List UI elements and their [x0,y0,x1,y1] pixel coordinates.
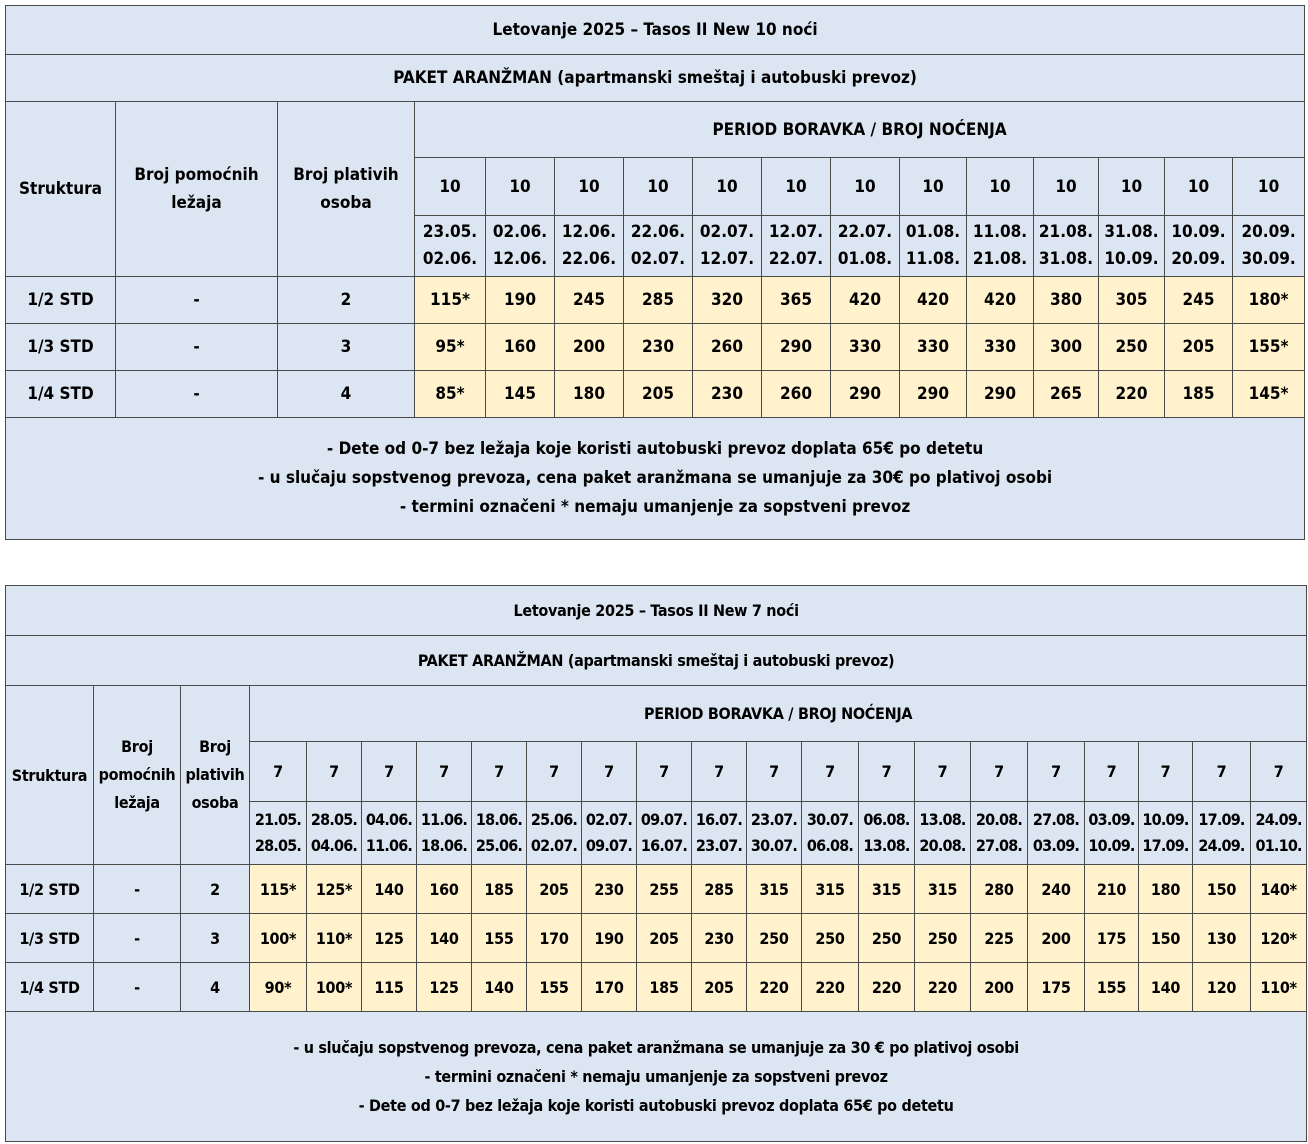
period-to: 04.06. [310,836,358,855]
nights-cell: 7 [250,742,307,802]
period-cell [417,802,472,865]
period-to: 10.09. [1104,249,1159,269]
price-cell: 140 [472,963,527,1012]
price-cell: 220 [747,963,802,1012]
price-cell: 125* [307,865,362,914]
period-cell [1165,216,1233,277]
price-cell: 205 [624,371,693,418]
nights-cell: 10 [555,158,624,216]
nights-cell: 7 [417,742,472,802]
nights-cell: 7 [971,742,1028,802]
price-cell: 290 [900,371,967,418]
price-cell: 185 [472,865,527,914]
period-from: 23.05. [422,222,478,242]
nights-cell: 10 [693,158,762,216]
period-cell [859,802,915,865]
period-to: 09.07. [585,836,633,855]
price-cell: 285 [692,865,747,914]
note-item: - Dete od 0-7 bez ležaja koje koristi autobuski prevoz doplata 65€ po detetu [358,1096,954,1115]
price-cell: 260 [762,371,831,418]
period-from: 31.08. [1104,222,1159,242]
price-cell: 145 [486,371,555,418]
period-cell [831,216,900,277]
nights-cell: 7 [582,742,637,802]
price-cell: 330 [900,324,967,371]
price-cell: 280 [971,865,1028,914]
note-item: - u slučaju sopstvenog prevoza, cena paket aranžmana se umanjuje za 30 € po plativoj osobi [293,1038,1019,1057]
nights-cell: 7 [472,742,527,802]
period-to: 02.06. [422,249,478,269]
notes [6,1012,1307,1142]
structure-cell: 1/3 STD [6,324,116,371]
table-row [6,914,1307,963]
header-period: PERIOD BORAVKA / BROJ NOĆENJA [250,686,1307,742]
paying-persons-cell: 4 [278,371,415,418]
structure-cell: 1/2 STD [6,277,116,324]
period-from: 11.08. [972,222,1028,242]
period-cell [971,802,1028,865]
table-title: Letovanje 2025 – Tasos II New 7 noći [6,586,1307,636]
period-to: 02.07. [630,249,686,269]
table-subtitle: PAKET ARANŽMAN (apartmanski smeštaj i autobuski prevoz) [6,636,1307,686]
price-cell: 230 [582,865,637,914]
price-cell: 200 [555,324,624,371]
nights-cell: 7 [859,742,915,802]
price-cell: 160 [417,865,472,914]
table-title: Letovanje 2025 – Tasos II New 10 noći [6,6,1305,55]
note-item: - termini označeni * nemaju umanjenje za sopstveni prevoz [399,497,911,517]
table-subtitle: PAKET ARANŽMAN (apartmanski smeštaj i autobuski prevoz) [6,55,1305,102]
nights-cell: 10 [1034,158,1099,216]
period-from: 21.08. [1038,222,1094,242]
price-cell: 180* [1233,277,1305,324]
nights-cell: 7 [915,742,971,802]
nights-cell: 10 [1099,158,1165,216]
period-cell [1099,216,1165,277]
price-cell: 240 [1028,865,1085,914]
price-cell: 145* [1233,371,1305,418]
price-cell: 305 [1099,277,1165,324]
period-cell [900,216,967,277]
period-cell [1233,216,1305,277]
nights-cell: 10 [1233,158,1305,216]
period-from: 12.07. [768,222,824,242]
price-cell: 315 [915,865,971,914]
price-cell: 220 [859,963,915,1012]
price-cell: 115 [362,963,417,1012]
price-cell: 205 [1165,324,1233,371]
price-cell: 155 [472,914,527,963]
period-to: 01.08. [837,249,893,269]
price-cell: 220 [1099,371,1165,418]
period-cell [307,802,362,865]
period-to: 02.07. [530,836,578,855]
price-cell: 95* [415,324,486,371]
period-from: 30.07. [806,810,854,829]
price-cell: 140* [1251,865,1307,914]
period-cell [250,802,307,865]
price-cell: 230 [624,324,693,371]
price-cell: 250 [915,914,971,963]
price-cell: 190 [582,914,637,963]
price-cell: 320 [693,277,762,324]
period-from: 25.06. [530,810,578,829]
period-to: 27.08. [975,836,1023,855]
period-cell [362,802,417,865]
table-row [6,371,1305,418]
price-table-7-nights [5,585,1307,1142]
period-to: 12.06. [492,249,548,269]
period-to: 30.09. [1241,249,1296,269]
paying-persons-cell: 2 [278,277,415,324]
table-row [6,963,1307,1012]
period-from: 20.09. [1241,222,1296,242]
nights-cell: 10 [831,158,900,216]
price-cell: 200 [971,963,1028,1012]
period-to: 18.06. [420,836,468,855]
paying-persons-cell: 4 [181,963,250,1012]
period-from: 11.06. [420,810,468,829]
header-paying-persons: Broj plativih osoba [278,102,415,277]
price-cell: 190 [486,277,555,324]
period-cell [555,216,624,277]
period-cell [486,216,555,277]
nights-cell: 7 [802,742,859,802]
extra-beds-cell: - [116,371,278,418]
price-cell: 290 [762,324,831,371]
period-cell [527,802,582,865]
price-cell: 230 [693,371,762,418]
price-cell: 100* [307,963,362,1012]
price-cell: 245 [555,277,624,324]
note-item: - Dete od 0-7 bez ležaja koje koristi autobuski prevoz doplata 65€ po detetu [326,439,984,459]
period-to: 20.09. [1171,249,1226,269]
price-cell: 140 [362,865,417,914]
nights-cell: 10 [762,158,831,216]
price-table-10-nights [5,5,1305,540]
header-extra-beds: Broj pomoćnih ležaja [94,686,181,865]
price-cell: 115* [415,277,486,324]
price-cell: 315 [802,865,859,914]
period-from: 28.05. [310,810,358,829]
period-cell [1085,802,1139,865]
price-cell: 250 [1099,324,1165,371]
period-cell [693,216,762,277]
price-cell: 170 [527,914,582,963]
price-cell: 315 [859,865,915,914]
period-cell [1139,802,1193,865]
period-from: 02.07. [585,810,633,829]
period-cell [582,802,637,865]
structure-cell: 1/4 STD [6,963,94,1012]
period-from: 12.06. [561,222,617,242]
period-cell [747,802,802,865]
price-cell: 155* [1233,324,1305,371]
notes [6,418,1305,540]
price-cell: 125 [417,963,472,1012]
period-from: 13.08. [919,810,966,829]
period-from: 16.07. [695,810,743,829]
structure-cell: 1/2 STD [6,865,94,914]
nights-cell: 10 [900,158,967,216]
extra-beds-cell: - [94,914,181,963]
period-from: 23.07. [750,810,798,829]
period-from: 06.08. [863,810,910,829]
price-cell: 140 [1139,963,1193,1012]
price-cell: 100* [250,914,307,963]
price-cell: 170 [582,963,637,1012]
price-cell: 330 [967,324,1034,371]
period-to: 25.06. [475,836,523,855]
price-cell: 205 [637,914,692,963]
period-from: 21.05. [254,810,302,829]
price-cell: 175 [1085,914,1139,963]
price-cell: 115* [250,865,307,914]
note-item: - u slučaju sopstvenog prevoza, cena paket aranžmana se umanjuje za 30€ po plativoj osobi [257,468,1053,488]
period-cell [967,216,1034,277]
price-cell: 160 [486,324,555,371]
period-from: 24.09. [1255,810,1302,829]
period-cell [762,216,831,277]
price-cell: 180 [1139,865,1193,914]
price-cell: 155 [527,963,582,1012]
period-to: 06.08. [806,836,854,855]
period-from: 03.09. [1088,810,1135,829]
period-from: 10.09. [1171,222,1226,242]
period-from: 22.06. [630,222,686,242]
price-cell: 250 [859,914,915,963]
header-extra-beds: Broj pomoćnih ležaja [116,102,278,277]
price-cell: 125 [362,914,417,963]
period-to: 17.09. [1142,836,1189,855]
header-period: PERIOD BORAVKA / BROJ NOĆENJA [415,102,1305,158]
nights-cell: 7 [1085,742,1139,802]
table-row [6,277,1305,324]
nights-cell: 7 [692,742,747,802]
period-to: 01.10. [1255,836,1302,855]
nights-cell: 7 [1139,742,1193,802]
period-from: 01.08. [905,222,961,242]
price-cell: 130 [1193,914,1251,963]
price-cell: 185 [1165,371,1233,418]
period-cell [472,802,527,865]
price-cell: 330 [831,324,900,371]
price-cell: 120 [1193,963,1251,1012]
price-cell: 420 [967,277,1034,324]
period-cell [692,802,747,865]
period-from: 27.08. [1032,810,1080,829]
price-cell: 225 [971,914,1028,963]
price-cell: 300 [1034,324,1099,371]
price-cell: 380 [1034,277,1099,324]
price-cell: 150 [1139,914,1193,963]
nights-cell: 10 [415,158,486,216]
period-cell [1034,216,1099,277]
nights-cell: 10 [1165,158,1233,216]
price-cell: 185 [637,963,692,1012]
period-from: 20.08. [975,810,1023,829]
nights-cell: 7 [527,742,582,802]
period-to: 11.08. [905,249,961,269]
extra-beds-cell: - [94,963,181,1012]
price-cell: 210 [1085,865,1139,914]
price-cell: 250 [802,914,859,963]
extra-beds-cell: - [94,865,181,914]
structure-cell: 1/3 STD [6,914,94,963]
nights-cell: 10 [624,158,693,216]
price-cell: 175 [1028,963,1085,1012]
period-cell [1028,802,1085,865]
extra-beds-cell: - [116,277,278,324]
price-cell: 420 [900,277,967,324]
nights-cell: 7 [1193,742,1251,802]
period-cell [415,216,486,277]
price-cell: 255 [637,865,692,914]
price-cell: 205 [527,865,582,914]
price-cell: 245 [1165,277,1233,324]
period-from: 22.07. [837,222,893,242]
header-structure: Struktura [6,102,116,277]
nights-cell: 7 [307,742,362,802]
extra-beds-cell: - [116,324,278,371]
price-cell: 120* [1251,914,1307,963]
header-paying-persons: Broj plativih osoba [181,686,250,865]
price-cell: 265 [1034,371,1099,418]
nights-cell: 10 [486,158,555,216]
period-from: 17.09. [1198,810,1245,829]
period-from: 04.06. [365,810,413,829]
period-from: 09.07. [640,810,688,829]
period-cell [915,802,971,865]
price-cell: 285 [624,277,693,324]
nights-cell: 7 [747,742,802,802]
table-row [6,865,1307,914]
paying-persons-cell: 3 [278,324,415,371]
period-to: 10.09. [1088,836,1135,855]
period-to: 30.07. [750,836,798,855]
price-cell: 155 [1085,963,1139,1012]
period-from: 18.06. [475,810,523,829]
price-cell: 180 [555,371,624,418]
period-to: 22.06. [561,249,617,269]
period-to: 12.07. [699,249,755,269]
period-to: 13.08. [863,836,910,855]
period-cell [637,802,692,865]
period-cell [1193,802,1251,865]
paying-persons-cell: 2 [181,865,250,914]
period-to: 31.08. [1038,249,1094,269]
price-cell: 260 [693,324,762,371]
price-cell: 220 [915,963,971,1012]
period-to: 20.08. [919,836,966,855]
price-cell: 85* [415,371,486,418]
price-cell: 90* [250,963,307,1012]
period-to: 22.07. [768,249,824,269]
price-cell: 365 [762,277,831,324]
price-cell: 110* [1251,963,1307,1012]
structure-cell: 1/4 STD [6,371,116,418]
price-cell: 250 [747,914,802,963]
price-cell: 205 [692,963,747,1012]
price-cell: 230 [692,914,747,963]
period-cell [802,802,859,865]
price-cell: 150 [1193,865,1251,914]
price-cell: 290 [831,371,900,418]
price-cell: 200 [1028,914,1085,963]
price-cell: 315 [747,865,802,914]
price-cell: 140 [417,914,472,963]
period-to: 24.09. [1198,836,1245,855]
period-cell [624,216,693,277]
price-cell: 220 [802,963,859,1012]
period-to: 28.05. [254,836,302,855]
nights-cell: 7 [362,742,417,802]
period-to: 03.09. [1032,836,1080,855]
nights-cell: 7 [637,742,692,802]
period-to: 23.07. [695,836,743,855]
period-to: 11.06. [365,836,413,855]
price-cell: 110* [307,914,362,963]
period-to: 21.08. [972,249,1028,269]
period-to: 16.07. [640,836,688,855]
period-from: 02.06. [492,222,548,242]
table-row [6,324,1305,371]
header-structure: Struktura [6,686,94,865]
price-cell: 420 [831,277,900,324]
nights-cell: 7 [1251,742,1307,802]
nights-cell: 10 [967,158,1034,216]
paying-persons-cell: 3 [181,914,250,963]
price-cell: 290 [967,371,1034,418]
nights-cell: 7 [1028,742,1085,802]
note-item: - termini označeni * nemaju umanjenje za sopstveni prevoz [424,1067,888,1086]
period-from: 02.07. [699,222,755,242]
period-from: 10.09. [1142,810,1189,829]
period-cell [1251,802,1307,865]
